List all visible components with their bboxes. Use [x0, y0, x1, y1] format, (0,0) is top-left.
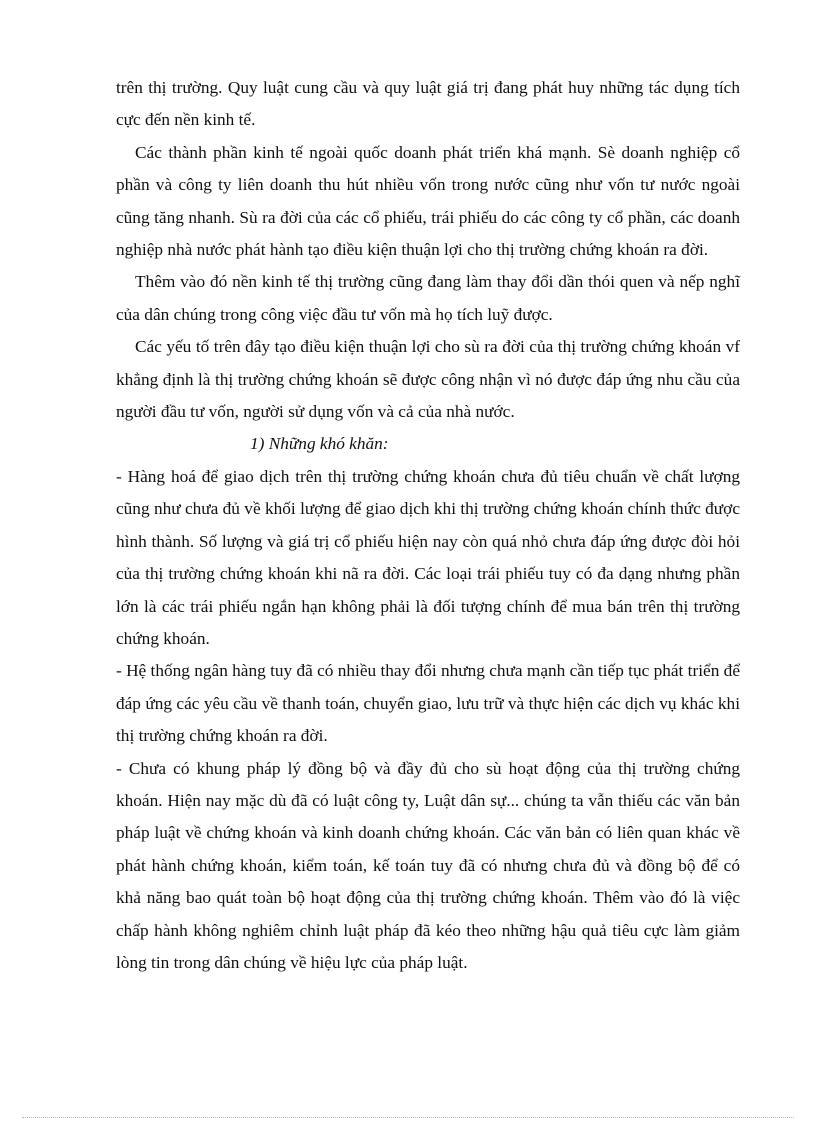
paragraph-investment-habits: Thêm vào đó nền kinh tế thị trường cũng đang làm thay đổi dần thói quen và nếp nghĩ của dân chúng trong công việc đầu tư vốn mà họ tích luỹ được. [116, 272, 740, 324]
section-heading-difficulties: 1) Những khó khăn: [250, 434, 389, 454]
page-bottom-divider [22, 1117, 794, 1118]
document-page [116, 72, 740, 979]
paragraph-favorable-factors: Các yếu tố trên đây tạo điều kiện thuận lợi cho sù ra đời của thị trường chứng khoán vf khẳng định là thị trường chứng khoán sẽ được công nhận vì nó được đáp ứng nhu cầu của người đầu tư vốn, người sử dụng vốn và cả của nhà nước. [116, 337, 740, 422]
paragraph-non-state-sector: Các thành phần kinh tế ngoài quốc doanh phát triển khá mạnh. Sè doanh nghiệp cổ phần và công ty liên doanh thu hút nhiều vốn trong nước cũng như vốn tư nước ngoài cũng tăng nhanh. Sù ra đời của các cổ phiếu, trái phiếu do các công ty cổ phần, các doanh nghiệp nhà nước phát hành tạo điều kiện thuận lợi cho thị trường chứng khoán ra đời. [116, 142, 740, 260]
paragraph-market-laws: trên thị trường. Quy luật cung cầu và quy luật giá trị đang phát huy những tác dụng tích cực đến nền kinh tế. [116, 78, 740, 130]
paragraph-goods-quality: - Hàng hoá để giao dịch trên thị trường chứng khoán chưa đủ tiêu chuẩn về chất lượng cũng như chưa đủ về khối lượng để giao dịch khi thị trường chứng khoán chính thức được hình thành. Số lượng và giá trị cổ phiếu hiện nay còn quá nhỏ chưa đáp ứng được đòi hỏi của thị trường chứng khoán khi nã ra đời. Các loại trái phiếu tuy có đa dạng nhưng phần lớn là các trái phiếu ngắn hạn không phải là đối tượng chính để mua bán trên thị trường chứng khoán. [116, 466, 740, 648]
paragraph-banking-system: - Hệ thống ngân hàng tuy đã có nhiều thay đổi nhưng chưa mạnh cần tiếp tục phát triển để đáp ứng các yêu cầu về thanh toán, chuyển giao, lưu trữ và thực hiện các dịch vụ khác khi thị trường chứng khoán ra đời. [116, 661, 740, 746]
paragraph-legal-framework: - Chưa có khung pháp lý đồng bộ và đầy đủ cho sù hoạt động của thị trường chứng khoán. Hiện nay mặc dù đã có luật công ty, Luật dân sự... chúng ta vẫn thiếu các văn bản pháp luật về chứng khoán và kinh doanh chứng khoán. Các văn bản có liên quan khác về phát hành chứng khoán, kiểm toán, kế toán tuy đã có nhưng chưa đủ và đồng bộ để có khả năng bao quát toàn bộ hoạt động của thị trường chứng khoán. Thêm vào đó là việc chấp hành không nghiêm chỉnh luật pháp đã kéo theo những hậu quả tiêu cực làm giảm lòng tin trong dân chúng về hiệu lực của pháp luật. [116, 758, 740, 972]
